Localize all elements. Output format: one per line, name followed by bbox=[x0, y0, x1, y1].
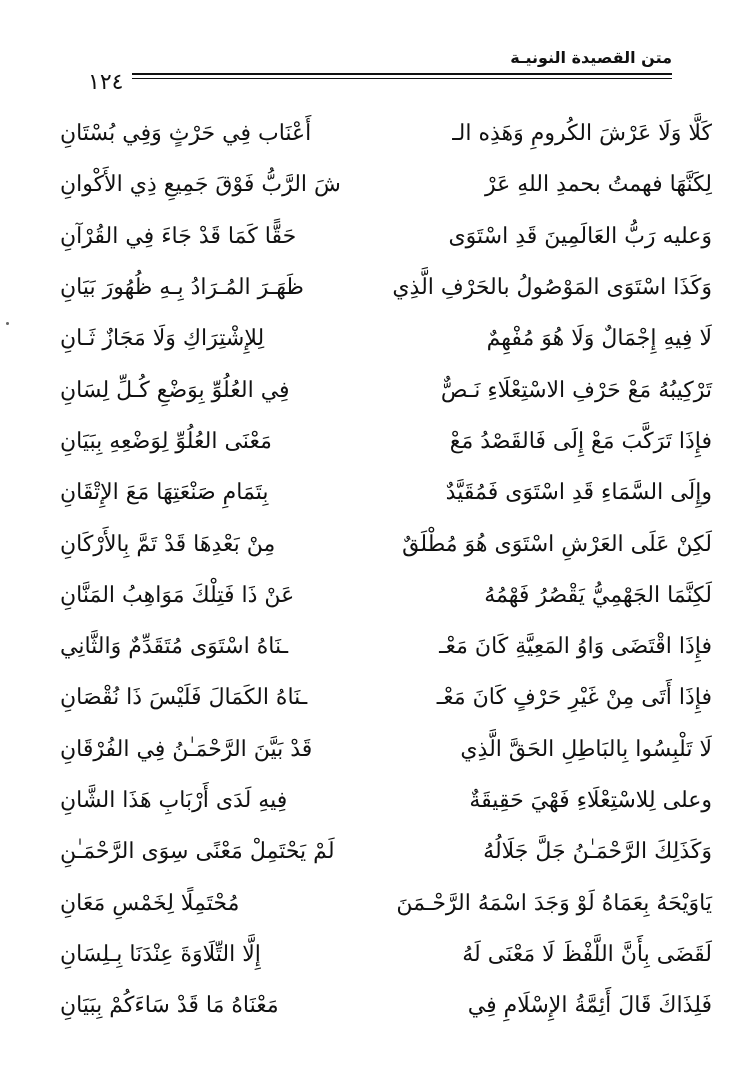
verse-first-hemistich: لَا فِيهِ إِجْمَالٌ وَلَا هُوَ مُفْهِمٌ bbox=[486, 326, 712, 352]
verse-line bbox=[60, 467, 712, 518]
verse-second-hemistich: لِلإِشْتِرَاكِ وَلَا مَجَازٌ ثَـانِ bbox=[60, 326, 265, 352]
verse-line bbox=[60, 826, 712, 877]
verse-first-hemistich: فإِذَا اقْتَضَى وَاوُ المَعِيَّةِ كَانَ مَعْـ bbox=[439, 634, 712, 660]
verse-line bbox=[60, 621, 712, 672]
verse-second-hemistich: قَدْ بَيَّنَ الرَّحْمَـٰنُ فِي الفُرْقَانِ bbox=[60, 736, 313, 762]
verse-line bbox=[60, 929, 712, 980]
verse-second-hemistich: شَ الرَّبُّ فَوْقَ جَمِيعِ ذِي الأَكْوانِ bbox=[60, 172, 341, 198]
poem-body bbox=[60, 108, 712, 1031]
verse-second-hemistich: بِتَمَامِ صَنْعَتِهَا مَعَ الإِتْقَانِ bbox=[60, 480, 269, 506]
verse-first-hemistich: وَكَذَلِكَ الرَّحْمَـٰنُ جَلَّ جَلَالُهُ bbox=[483, 839, 712, 865]
header-rule-thick bbox=[132, 73, 672, 75]
page-number: ١٢٤ bbox=[88, 70, 124, 95]
verse-second-hemistich: ـنَاهُ اسْتَوَى مُتَقَدِّمٌ وَالثَّانِي bbox=[60, 634, 289, 660]
verse-second-hemistich: فِيهِ لَدَى أَرْبَابِ هَذَا الشَّانِ bbox=[60, 788, 288, 813]
verse-second-hemistich: حَقًّا كَمَا قَدْ جَاءَ فِي القُرْآنِ bbox=[60, 223, 297, 249]
verse-first-hemistich: وعلى لِلاسْتِعْلَاءِ فَهْيَ حَقِيقَةٌ bbox=[469, 788, 712, 813]
verse-line bbox=[60, 775, 712, 826]
verse-line bbox=[60, 313, 712, 364]
verse-second-hemistich: مَعْنَاهُ مَا قَدْ سَاءَكُمْ بِبَيَانِ bbox=[60, 993, 279, 1019]
verse-second-hemistich: لَمْ يَحْتَمِلْ مَعْنًى سِوَى الرَّحْمَـٰنِ bbox=[60, 839, 335, 865]
verse-first-hemistich: لَقَضَى بِأَنَّ اللَّفْظَ لَا مَعْنَى لَهُ bbox=[462, 941, 712, 967]
margin-speck bbox=[6, 322, 9, 325]
verse-first-hemistich: لَكِنَّمَا الجَهْمِيُّ يَقْصُرُ فَهْمُهُ bbox=[484, 582, 712, 608]
verse-first-hemistich: فَلِذَاكَ قَالَ أَئِمَّةُ الإِسْلَامِ فِي bbox=[467, 993, 712, 1019]
verse-line bbox=[60, 518, 712, 569]
verse-line bbox=[60, 108, 712, 159]
verse-line bbox=[60, 211, 712, 262]
verse-second-hemistich: ظَهَـرَ المُـرَادُ بِـهِ ظُهُورَ بَيَانِ bbox=[60, 275, 304, 301]
verse-second-hemistich: إِلَّا التِّلَاوَةَ عِنْدَنَا بِـلِسَانِ bbox=[60, 941, 261, 967]
verse-second-hemistich: عَنْ ذَا فَتِلْكَ مَوَاهِبُ المَنَّانِ bbox=[60, 582, 295, 608]
verse-line bbox=[60, 364, 712, 415]
verse-line bbox=[60, 159, 712, 210]
verse-first-hemistich: فإِذَا تَرَكَّبَ مَعْ إِلَى فَالقَصْدُ مَعْ bbox=[449, 428, 712, 454]
verse-second-hemistich: مُحْتَمِلًا لِخَمْسِ مَعَانِ bbox=[60, 890, 240, 916]
verse-first-hemistich: لَكِنْ عَلَى العَرْشِ اسْتَوَى هُوَ مُطْلَقٌ bbox=[402, 531, 712, 557]
running-title: متن القصيدة النونيـة bbox=[510, 48, 672, 67]
header-rule-thin bbox=[132, 78, 672, 79]
verse-first-hemistich: وإِلَى السَّمَاءِ قَدِ اسْتَوَى فَمُقَيَّدٌ bbox=[445, 480, 712, 506]
verse-first-hemistich: لِكَنَّهَا فهمتُ بحمدِ اللهِ عَرْ bbox=[484, 172, 712, 198]
verse-line bbox=[60, 672, 712, 723]
verse-line bbox=[60, 877, 712, 928]
verse-first-hemistich: وَكَذَا اسْتَوَى المَوْصُولُ بالحَرْفِ الَّذِي bbox=[392, 275, 712, 301]
verse-line bbox=[60, 570, 712, 621]
verse-line bbox=[60, 262, 712, 313]
verse-second-hemistich: أَعْنَاب فِي حَرْثٍ وَفِي بُسْتَانِ bbox=[60, 121, 312, 147]
verse-first-hemistich: يَاوَيْحَهُ بِعَمَاهُ لَوْ وَجَدَ اسْمَهُ الرَّحْـمَنَ bbox=[396, 890, 712, 916]
verse-second-hemistich: مِنْ بَعْدِهَا قَدْ تَمَّ بِالأَرْكَانِ bbox=[60, 531, 276, 557]
verse-line bbox=[60, 416, 712, 467]
verse-first-hemistich: فإِذَا أَتَى مِنْ غَيْرِ حَرْفٍ كَانَ مَعْـ bbox=[436, 685, 712, 711]
verse-first-hemistich: كَلَّا وَلَا عَرْشَ الكُرومِ وَهَذِه الـ bbox=[452, 121, 712, 147]
running-header bbox=[88, 48, 672, 98]
verse-second-hemistich: فِي العُلُوِّ بِوَضْعِ كُـلِّ لِسَانِ bbox=[60, 377, 290, 403]
verse-line bbox=[60, 724, 712, 775]
verse-second-hemistich: ـنَاهُ الكَمَالَ فَلَيْسَ ذَا نُقْصَانِ bbox=[60, 685, 308, 711]
verse-line bbox=[60, 980, 712, 1031]
verse-second-hemistich: مَعْنَى العُلُوِّ لِوَضْعِهِ بِبَيَانِ bbox=[60, 428, 272, 454]
verse-first-hemistich: وَعليه رَبُّ العَالَمِينَ قَدِ اسْتَوَى bbox=[448, 223, 712, 249]
verse-first-hemistich: تَرْكِيبُهُ مَعْ حَرْفِ الاسْتِعْلَاءِ نَـصٌّ bbox=[440, 377, 712, 403]
verse-first-hemistich: لَا تَلْبِسُوا بِالبَاطِلِ الحَقَّ الَّذِي bbox=[460, 736, 712, 762]
